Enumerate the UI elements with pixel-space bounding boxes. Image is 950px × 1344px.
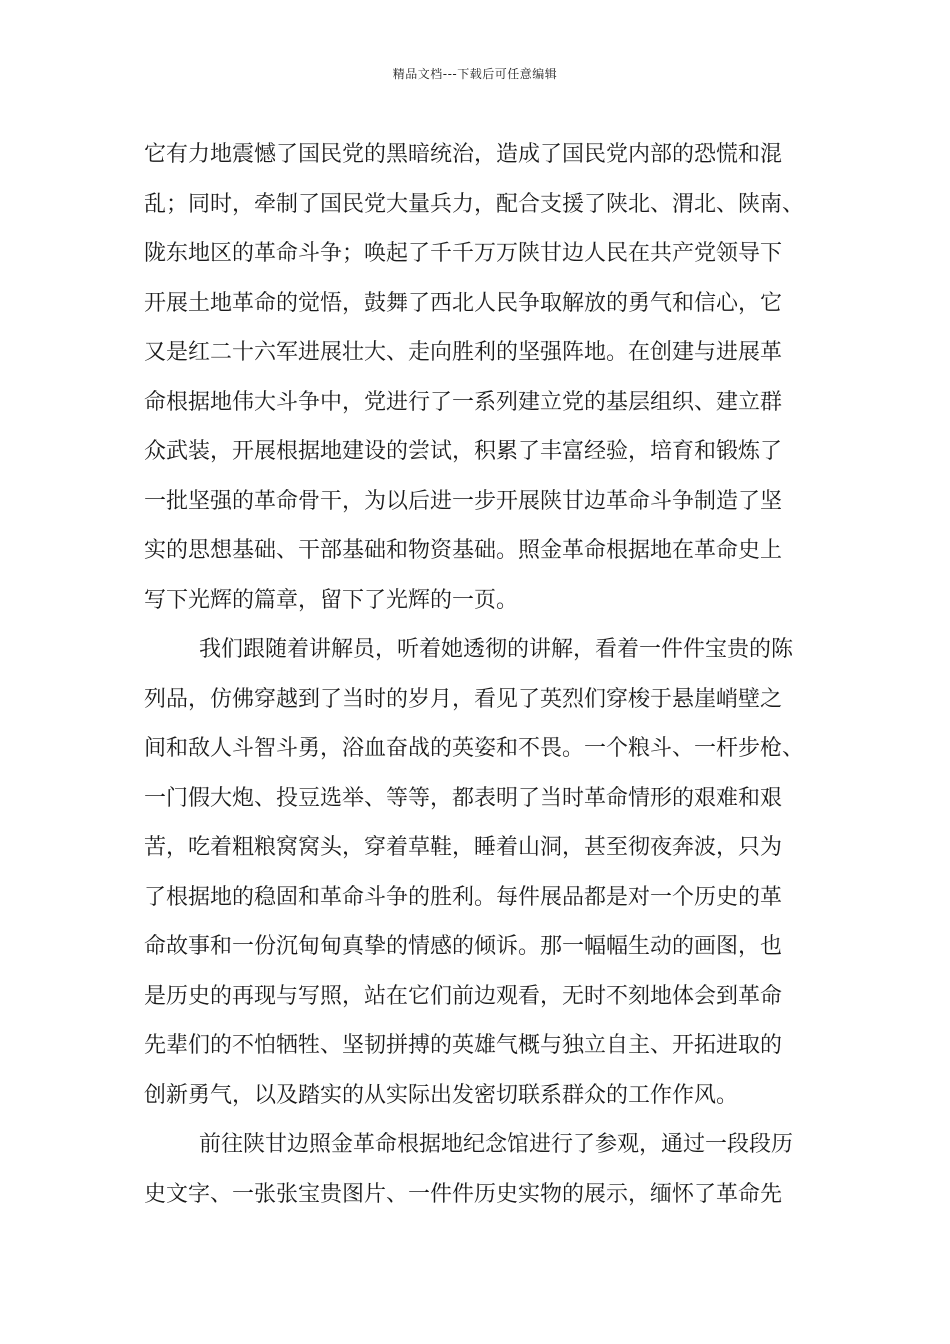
text-line: 一门假大炮、投豆选举、等等，都表明了当时革命情形的艰难和艰 xyxy=(144,785,783,811)
text-line: 我们跟随着讲解员，听着她透彻的讲解，看着一件件宝贵的陈 xyxy=(199,637,794,662)
text-line: 开展土地革命的觉悟，鼓舞了西北人民争取解放的勇气和信心，它 xyxy=(144,290,783,316)
text-line: 苦，吃着粗粮窝窝头，穿着草鞋，睡着山洞，甚至彻夜奔波，只为 xyxy=(144,835,783,860)
text-line: 间和敌人斗智斗勇，浴血奋战的英姿和不畏。一个粮斗、一杆步枪、 xyxy=(144,736,805,761)
text-line: 实的思想基础、干部基础和物资基础。照金革命根据地在革命史上 xyxy=(144,538,783,563)
text-line: 一批坚强的革命骨干，为以后进一步开展陕甘边革命斗争制造了坚 xyxy=(144,488,783,514)
text-line: 创新勇气，以及踏实的从实际出发密切联系群众的工作作风。 xyxy=(144,1082,739,1108)
text-line: 陇东地区的革命斗争；唤起了千千万万陕甘边人民在共产党领导下 xyxy=(144,241,783,266)
text-line: 它有力地震憾了国民党的黑暗统治，造成了国民党内部的恐慌和混 xyxy=(144,142,783,167)
text-line: 又是红二十六军进展壮大、走向胜利的坚强阵地。在创建与进展革 xyxy=(144,340,783,365)
document-body xyxy=(144,130,806,1219)
text-line: 史文字、一张张宝贵图片、一件件历史实物的展示，缅怀了革命先 xyxy=(144,1181,783,1207)
text-line: 写下光辉的篇章，留下了光辉的一页。 xyxy=(144,587,519,613)
text-line: 乱；同时，牵制了国民党大量兵力，配合支援了陕北、渭北、陕南、 xyxy=(144,191,805,217)
text-line: 了根据地的稳固和革命斗争的胜利。每件展品都是对一个历史的革 xyxy=(144,884,783,910)
text-line: 命故事和一份沉甸甸真挚的情感的倾诉。那一幅幅生动的画图，也 xyxy=(144,934,783,959)
text-line: 众武装，开展根据地建设的尝试，积累了丰富经验，培育和锻炼了 xyxy=(144,439,783,464)
text-line: 列品，仿佛穿越到了当时的岁月，看见了英烈们穿梭于悬崖峭壁之 xyxy=(144,686,783,712)
text-line: 前往陕甘边照金革命根据地纪念馆进行了参观，通过一段段历 xyxy=(199,1132,794,1157)
text-line: 命根据地伟大斗争中，党进行了一系列建立党的基层组织、建立群 xyxy=(144,389,783,415)
text-line: 是历史的再现与写照，站在它们前边观看，无时不刻地体会到革命 xyxy=(144,983,783,1009)
page-header: 精品文档---下载后可任意编辑 xyxy=(392,67,558,81)
text-line: 先辈们的不怕牺牲、坚韧拼搏的英雄气概与独立自主、开拓进取的 xyxy=(144,1033,783,1058)
